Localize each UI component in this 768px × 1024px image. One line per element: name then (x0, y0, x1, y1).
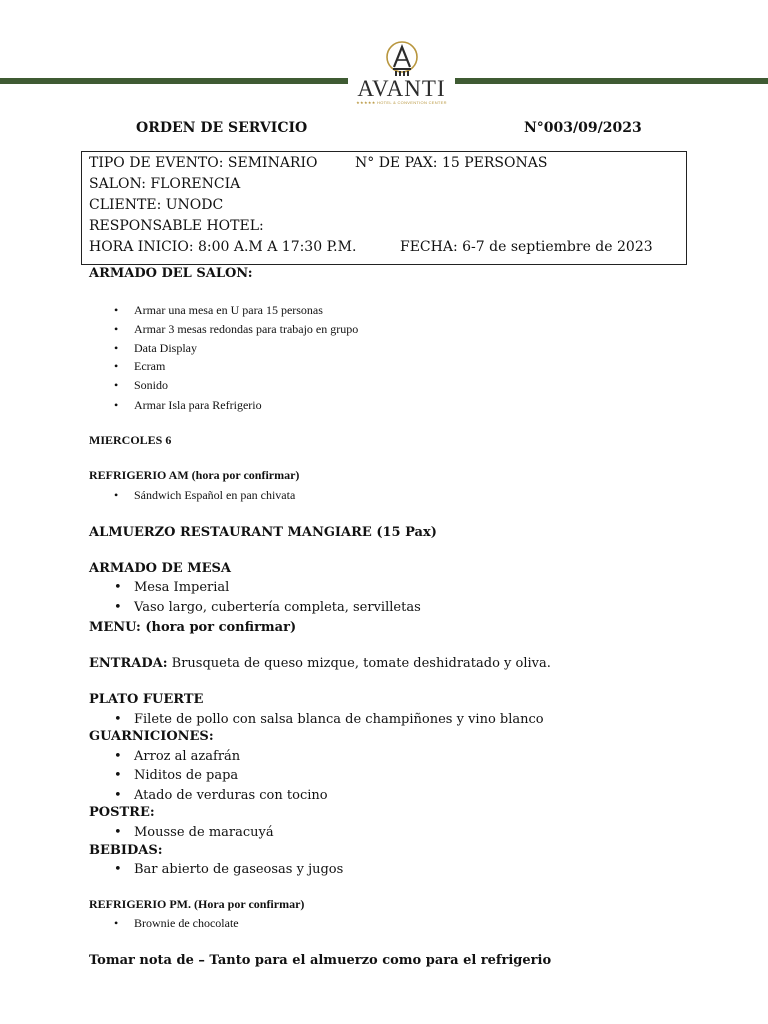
event-date: FECHA: 6-7 de septiembre de 2023 (400, 239, 653, 255)
hotel-responsible: RESPONSABLE HOTEL: (89, 218, 264, 234)
header-rule-right (455, 78, 768, 84)
section-heading: ARMADO DE MESA (89, 561, 231, 576)
document-header (0, 120, 768, 140)
list-item: • Ecram (134, 359, 165, 374)
start-time: HORA INICIO: 8:00 A.M A 17:30 P.M. (89, 239, 357, 255)
list-item: • Armar una mesa en U para 15 personas (134, 303, 323, 318)
section-heading: REFRIGERIO AM (hora por confirmar) (89, 468, 300, 482)
event-type: TIPO DE EVENTO: SEMINARIO (89, 155, 318, 171)
section-heading: ARMADO DEL SALON: (89, 266, 253, 281)
entrada-line (89, 656, 551, 671)
pax-count: N° DE PAX: 15 PERSONAS (355, 155, 548, 171)
list-item: • Atado de verduras con tocino (134, 788, 328, 803)
section-heading: ALMUERZO RESTAURANT MANGIARE (15 Pax) (89, 525, 437, 540)
avanti-logo (348, 40, 455, 120)
list-item: • Niditos de papa (134, 768, 238, 783)
section-heading: GUARNICIONES: (89, 729, 214, 744)
client: CLIENTE: UNODC (89, 197, 224, 213)
logo-tagline: ★★★★★ HOTEL & CONVENTION CENTER (356, 100, 447, 105)
section-heading: POSTRE: (89, 805, 155, 820)
list-item: • Armar Isla para Refrigerio (134, 398, 262, 413)
day-heading: MIERCOLES 6 (89, 433, 172, 447)
list-item: • Vaso largo, cubertería completa, servilletas (134, 600, 421, 615)
list-item: • Mesa Imperial (134, 580, 229, 595)
section-heading: REFRIGERIO PM. (Hora por confirmar) (89, 897, 305, 911)
logo-wordmark: AVANTI (357, 76, 446, 101)
header-rule-left (0, 78, 348, 84)
list-item: • Bar abierto de gaseosas y jugos (134, 862, 343, 877)
section-heading: BEBIDAS: (89, 843, 163, 858)
note: Tomar nota de – Tanto para el almuerzo como para el refrigerio (89, 953, 552, 968)
avanti-emblem-icon (382, 40, 422, 78)
section-heading: PLATO FUERTE (89, 692, 204, 707)
salon: SALON: FLORENCIA (89, 176, 241, 192)
list-item: • Brownie de chocolate (134, 916, 239, 931)
document-title: ORDEN DE SERVICIO (136, 120, 308, 136)
section-heading: MENU: (hora por confirmar) (89, 620, 297, 635)
list-item: • Data Display (134, 341, 197, 356)
list-item: • Sonido (134, 378, 168, 393)
event-info-box (81, 151, 687, 265)
list-item: • Mousse de maracuyá (134, 825, 274, 840)
document-number: N°003/09/2023 (524, 120, 642, 136)
list-item: • Armar 3 mesas redondas para trabajo en grupo (134, 322, 358, 337)
list-item: • Sándwich Español en pan chivata (134, 488, 295, 503)
list-item: • Filete de pollo con salsa blanca de champiñones y vino blanco (134, 712, 544, 727)
entrada-text: Brusqueta de queso mizque, tomate deshidratado y oliva. (167, 656, 551, 671)
list-item: • Arroz al azafrán (134, 749, 240, 764)
entrada-label: ENTRADA: (89, 656, 168, 671)
